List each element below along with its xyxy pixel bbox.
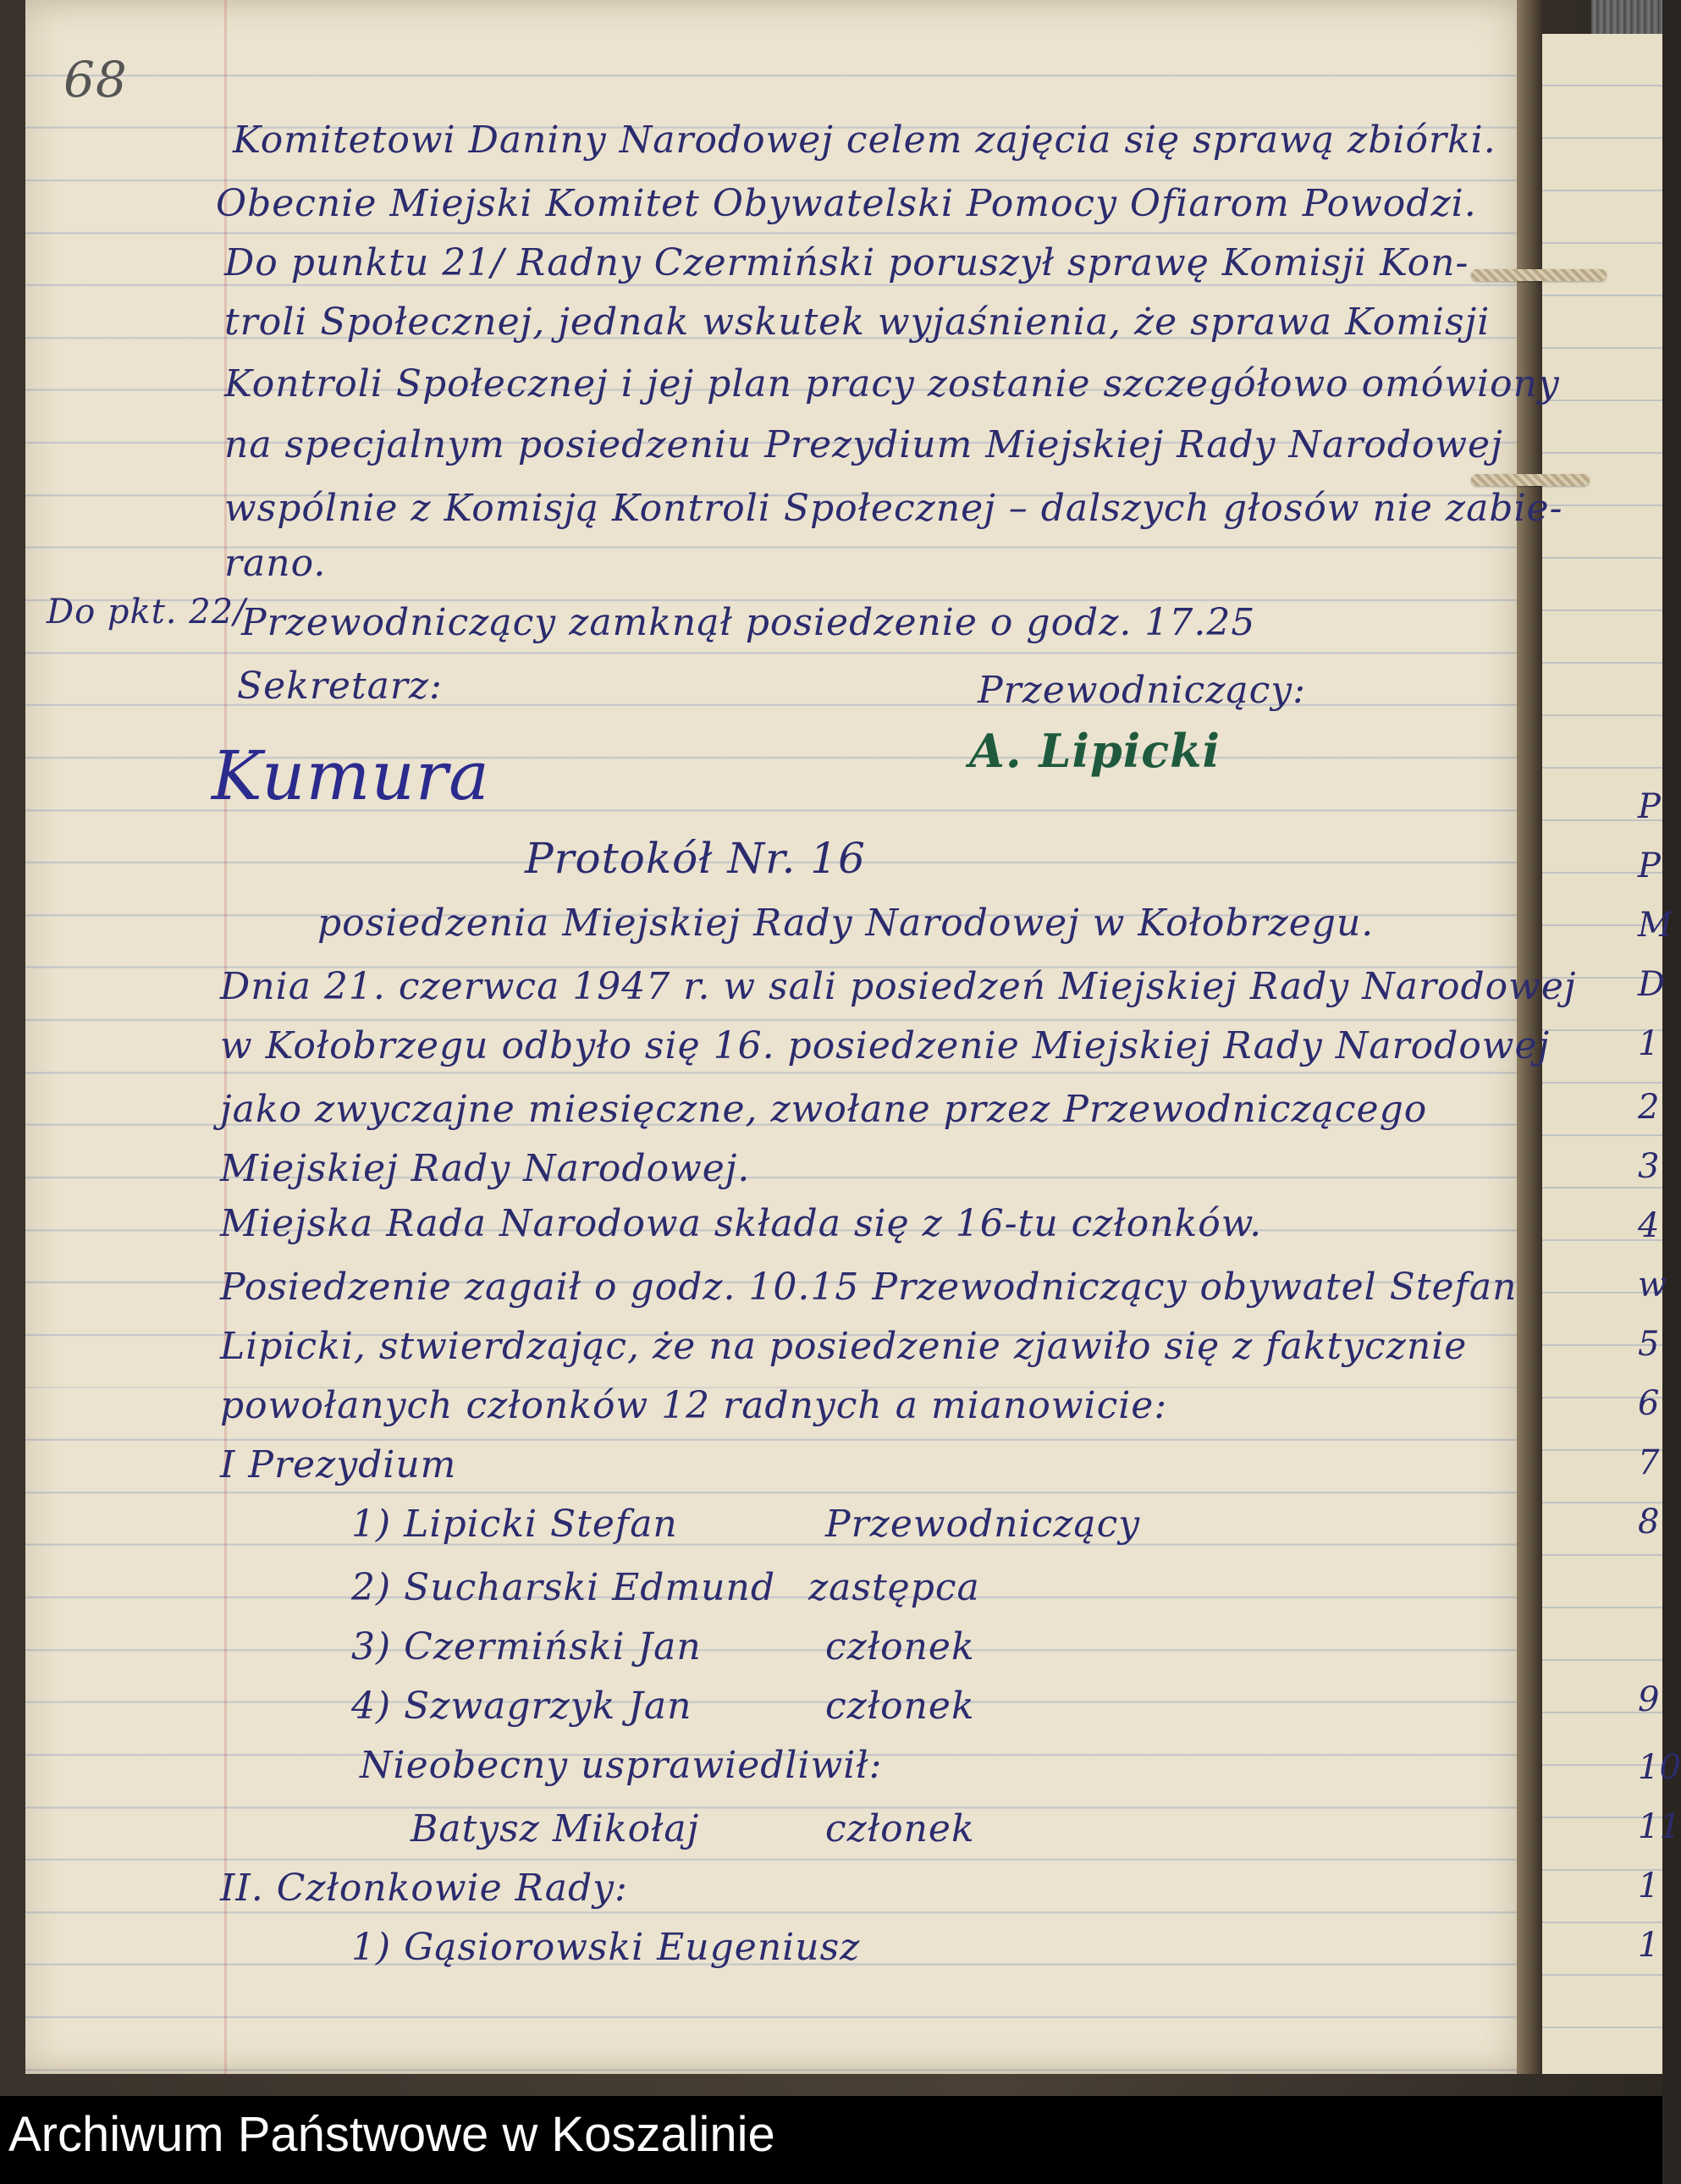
- member-1-name: 1) Lipicki Stefan: [351, 1503, 678, 1546]
- absent-member-role: członek: [825, 1807, 975, 1850]
- text-line-17: Miejska Rada Narodowa składa się z 16-tu członków.: [220, 1202, 1263, 1245]
- next-page-fragment: 1: [1638, 1024, 1660, 1063]
- member-4-name: 4) Szwagrzyk Jan: [351, 1685, 692, 1728]
- section-presidium: I Prezydium: [220, 1443, 457, 1486]
- next-page-fragment: 8: [1638, 1503, 1660, 1541]
- next-page-fragment: 9: [1638, 1680, 1660, 1719]
- text-line-2: Obecnie Miejski Komitet Obywatelski Pomocy Ofiarom Powodzi.: [216, 182, 1477, 225]
- member-4-role: członek: [825, 1685, 975, 1728]
- text-line-closing: Przewodniczący zamknął posiedzenie o godz. 17.25: [241, 601, 1256, 644]
- text-line-1: Komitetowi Daniny Narodowej celem zajęcia się sprawą zbiórki.: [233, 119, 1496, 162]
- text-line-4: troli Społecznej, jednak wskutek wyjaśnienia, że sprawa Komisji: [224, 301, 1491, 344]
- page-number: 68: [63, 51, 128, 108]
- next-page-fragment: 11: [1638, 1807, 1681, 1846]
- member-2-name: 2) Sucharski Edmund: [351, 1566, 776, 1609]
- text-line-20: powołanych członków 12 radnych a mianowicie:: [220, 1384, 1168, 1427]
- text-line-16: Miejskiej Rady Narodowej.: [220, 1147, 751, 1190]
- binding-thread-bottom: [1471, 474, 1590, 486]
- next-page-fragment: D: [1638, 965, 1666, 1004]
- text-line-15: jako zwyczajne miesięczne, zwołane przez Przewodniczącego: [220, 1088, 1428, 1131]
- chair-signature: A. Lipicki: [969, 724, 1221, 778]
- member-2-role: zastępca: [808, 1566, 980, 1609]
- next-page-fragment: 2: [1638, 1088, 1660, 1127]
- text-line-8: rano.: [224, 542, 327, 585]
- next-page-fragment: 1: [1638, 1867, 1660, 1905]
- next-page-fragment: P: [1638, 787, 1661, 826]
- member-1-role: Przewodniczący: [825, 1503, 1141, 1546]
- section-council-members: II. Członkowie Rady:: [220, 1867, 628, 1910]
- text-line-7: wspólnie z Komisją Kontroli Społecznej – dalszych głosów nie zabie-: [224, 487, 1563, 530]
- council-member-1: 1) Gąsiorowski Eugeniusz: [351, 1926, 861, 1969]
- next-page-fragment: 10: [1638, 1748, 1681, 1787]
- next-page-fragment: w: [1638, 1266, 1667, 1304]
- next-page-fragment: 4: [1638, 1206, 1660, 1245]
- next-page-fragment: M: [1638, 906, 1673, 945]
- text-line-5: Kontroli Społecznej i jej plan pracy zostanie szczegółowo omówiony: [224, 362, 1560, 405]
- next-page-fragment: 6: [1638, 1384, 1660, 1423]
- text-line-3: Do punktu 21/ Radny Czermiński poruszył sprawę Komisji Kon-: [224, 241, 1469, 284]
- binding-thread-top: [1471, 269, 1607, 281]
- next-page-fragment: 1: [1638, 1926, 1660, 1965]
- margin-note: Do pkt. 22/: [47, 593, 246, 631]
- secretary-label: Sekretarz:: [237, 665, 443, 708]
- text-line-6: na specjalnym posiedzeniu Prezydium Miejskiej Rady Narodowej: [224, 423, 1503, 466]
- text-line-13: Dnia 21. czerwca 1947 r. w sali posiedzeń Miejskiej Rady Narodowej: [220, 965, 1577, 1008]
- chair-label: Przewodniczący:: [978, 669, 1306, 712]
- book-spine: [1591, 0, 1662, 34]
- text-line-14: w Kołobrzegu odbyło się 16. posiedzenie Miejskiej Rady Narodowej: [220, 1024, 1551, 1067]
- protocol-subtitle: posiedzenia Miejskiej Rady Narodowej w Kołobrzegu.: [317, 902, 1375, 945]
- text-line-18: Posiedzenie zagaił o godz. 10.15 Przewodniczący obywatel Stefan: [220, 1266, 1518, 1309]
- text-line-19: Lipicki, stwierdzając, że na posiedzenie zjawiło się z faktycznie: [220, 1325, 1468, 1368]
- member-3-name: 3) Czermiński Jan: [351, 1625, 702, 1668]
- next-page-fragment: 7: [1638, 1443, 1660, 1482]
- archive-name: Archiwum Państwowe w Koszalinie: [8, 2107, 775, 2162]
- next-page-fragment: 5: [1638, 1325, 1660, 1364]
- absent-excused-label: Nieobecny usprawiedliwił:: [360, 1744, 883, 1787]
- absent-member-name: Batysz Mikołaj: [411, 1807, 700, 1850]
- secretary-signature: Kumura: [212, 736, 490, 815]
- member-3-role: członek: [825, 1625, 975, 1668]
- next-page-fragment: 3: [1638, 1147, 1660, 1186]
- protocol-title: Protokół Nr. 16: [525, 834, 866, 883]
- next-page-fragment: P: [1638, 847, 1661, 885]
